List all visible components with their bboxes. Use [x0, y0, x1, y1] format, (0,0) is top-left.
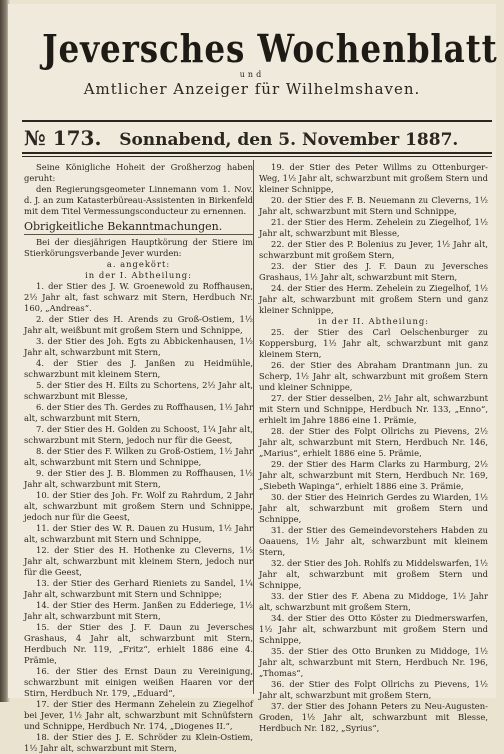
section-heading: Obrigkeitliche Bekanntmachungen.	[24, 219, 253, 235]
paragraph: Bei der diesjährigen Hauptkörung der Stiere im Stierkörungsverbande Jever wurden:	[24, 237, 253, 258]
paragraph: 32. der Stier des Joh. Rohlfs zu Middelswarfen, 1½ Jahr alt, schwarzbunt mit großem Stern und Schnippe,	[259, 558, 489, 590]
column-divider	[253, 160, 254, 694]
paragraph: 27. der Stier desselben, 2½ Jahr alt, schwarzbunt mit Stern und Schnippe, Herdbuch Nr. 133, „Enno“, erhielt im Jahre 1886 eine 1. Prämie,	[259, 393, 488, 425]
paragraph: 4. der Stier des J. Janßen zu Heidmühle, schwarzbunt mit kleinem Stern,	[24, 358, 253, 379]
paragraph: 8. der Stier des F. Wilken zu Groß-Ostiem, 1½ Jahr alt, schwarzbunt mit Stern und Schnippe,	[24, 446, 253, 467]
rule-bottom	[22, 152, 492, 154]
paragraph: 31. der Stier des Gemeindevorstehers Habden zu Oaauens, 1½ Jahr alt, schwarzbunt mit kleinem Stern,	[259, 525, 488, 557]
paragraph: 12. der Stier des H. Hothenke zu Cleverns, 1½ Jahr alt, schwarzbunt mit kleinem Stern, jedoch nur für die Geest,	[24, 545, 253, 577]
paragraph: 2. der Stier des H. Arends zu Groß-Ostiem, 1½ Jahr alt, weißbunt mit großem Stern und Schnippe,	[24, 314, 253, 335]
paragraph: 35. der Stier des Otto Brunken zu Middoge, 1½ Jahr alt, schwarzbunt mit Stern, Herdbuch Nr. 196, „Thomas“,	[259, 646, 488, 678]
paragraph: 29. der Stier des Harm Clarks zu Harmburg, 2½ Jahr alt, schwarzbunt mit Stern, Herdbuch Nr. 169, „Siebeth Wapinga“, erhielt 1886 eine 3. Prämie,	[259, 459, 488, 491]
newspaper-page	[8, 4, 498, 753]
paragraph: 26. der Stier des Abraham Drantmann jun. zu Scherp, 1½ Jahr alt, schwarzbunt mit großem Stern und kleiner Schnippe,	[259, 360, 488, 392]
newspaper-subtitle: Amtlicher Anzeiger für Wilhelmshaven.	[83, 80, 421, 98]
paragraph: 33. der Stier des F. Abena zu Middoge, 1½ Jahr alt, schwarzbunt mit großem Stern,	[259, 591, 488, 612]
subheading: in der II. Abtheilung:	[317, 316, 430, 326]
paragraph: 20. der Stier des F. B. Neuemann zu Cleverns, 1½ Jahr alt, schwarzbunt mit Stern und Schnippe,	[259, 195, 488, 216]
paragraph: 24. der Stier des Herm. Zehelein zu Ziegelhof, 1½ Jahr alt, schwarzbunt mit großem Stern und ganz kleiner Schnippe,	[259, 283, 488, 315]
paragraph: 22. der Stier des P. Bolenius zu Jever, 1½ Jahr alt, schwarzbunt mit großem Stern,	[259, 239, 488, 260]
paragraph: 28. der Stier des Folpt Ollrichs zu Pievens, 2½ Jahr alt, schwarzbunt mit Stern, Herdbuch Nr. 146, „Marius“, erhielt 1886 eine 5. Prämie,	[259, 426, 488, 458]
subheading: in der I. Abtheilung:	[85, 270, 192, 280]
paragraph: 3. der Stier des Joh. Egts zu Abbickenhausen, 1½ Jahr alt, schwarzbunt mit Stern,	[24, 336, 253, 357]
paragraph: 37. der Stier des Johann Peters zu Neu-Augusten-Groden, 1½ Jahr alt, schwarzbunt mit Blesse, Herdbuch Nr. 182, „Syrius“,	[259, 701, 488, 733]
paragraph: 18. der Stier des J. E. Schröder zu Klein-Ostiem, 1½ Jahr alt, schwarzbunt mit Stern,	[24, 732, 253, 753]
paragraph: 1. der Stier des J. W. Groenewold zu Roffhausen, 2½ Jahr alt, fast schwarz mit Stern, Herdbuch Nr. 160, „Andreas“.	[24, 281, 253, 313]
paragraph: 9. der Stier des J. B. Blommen zu Roffhausen, 1½ Jahr alt, schwarzbunt mit Stern,	[24, 468, 253, 489]
paragraph: 25. der Stier des Carl Oelschenburger zu Koppersburg, 1½ Jahr alt, schwarzbunt mit ganz kleinem Stern,	[259, 327, 488, 359]
dateline	[24, 126, 490, 150]
paragraph: 30. der Stier des Heinrich Gerdes zu Wiarden, 1½ Jahr alt, schwarzbunt mit großem Stern und Schnippe,	[259, 492, 488, 524]
paragraph: den Regierungsgeometer Linnemann vom 1. Nov. d. J. an zum Katasterbüreau-Assistenten in Birkenfeld mit dem Titel Vermessungsconducteur zu ernennen.	[24, 184, 253, 216]
rule-bottom-thin	[22, 156, 492, 157]
paragraph: 11. der Stier des W. R. Dauen zu Husum, 1½ Jahr alt, schwarzbunt mit Stern und Schnippe,	[24, 523, 253, 544]
paragraph: 23. der Stier des J. F. Daun zu Jeversches Grashaus, 1½ Jahr alt, schwarzbunt mit Stern,	[259, 261, 488, 282]
paragraph: 34. der Stier des Otto Köster zu Diedmerswarfen, 1½ Jahr alt, schwarzbunt mit großem Stern und Schnippe,	[259, 613, 488, 645]
paragraph: 16. der Stier des Ernst Daun zu Vereinigung, schwarzbunt mit einigen weißen Haaren vor der Stirn, Herdbuch Nr. 179, „Eduard“,	[24, 666, 253, 698]
masthead-und: und	[239, 70, 265, 79]
paragraph: 6. der Stier des Th. Gerdes zu Roffhausen, 1½ Jahr alt, schwarzbunt mit Stern,	[24, 402, 253, 423]
paragraph: 21. der Stier des Herm. Zehelein zu Ziegelhof, 1½ Jahr alt, schwarzbunt mit Blesse,	[259, 217, 488, 238]
paragraph: 15. der Stier des J. F. Daun zu Jeversches Grashaus, 4 Jahr alt, schwarzbunt mit Stern, Herdbuch Nr. 119, „Fritz“, erhielt 1886 eine 4. Prämie,	[24, 622, 253, 665]
column-right	[259, 162, 489, 733]
paragraph: 14. der Stier des Herm. Janßen zu Edderiege, 1½ Jahr alt, schwarzbunt mit Stern,	[24, 600, 253, 621]
paragraph: Seine Königliche Hoheit der Großherzog haben geruht:	[24, 162, 253, 183]
paragraph: 19. der Stier des Peter Willms zu Ottenburger-Weg, 1½ Jahr alt, schwarzbunt mit großem Stern und kleiner Schnippe,	[259, 162, 488, 194]
paragraph: 10. der Stier des Joh. Fr. Wolf zu Rahrdum, 2 Jahr alt, schwarzbunt mit großem Stern und Schnippe, jedoch nur für die Geest,	[24, 490, 253, 522]
paragraph: 36. der Stier des Folpt Ollrichs zu Pievens, 1½ Jahr alt, schwarzbunt mit großem Stern,	[259, 679, 488, 700]
rule-top	[22, 120, 492, 122]
subheading: a. angekört:	[106, 259, 171, 269]
paragraph: 13. der Stier des Gerhard Rieniets zu Sandel, 1¼ Jahr alt, schwarzbunt mit Stern und Schnippe;	[24, 578, 253, 599]
newspaper-title: Jeversches Wochenblatt	[42, 26, 498, 71]
issue-date: Sonnabend, den 5. November 1887.	[119, 130, 459, 150]
column-left	[24, 162, 253, 753]
paragraph: 7. der Stier des H. Golden zu Schoost, 1¼ Jahr alt, schwarzbunt mit Stern, jedoch nur für die Geest,	[24, 424, 253, 445]
paragraph: 17. der Stier des Hermann Zehelein zu Ziegelhof bei Jever, 1½ Jahr alt, schwarzbunt mit Schnüfstern und Schnippe, Herdbuch Nr. 174, „Diogenes II.“,	[24, 699, 253, 731]
issue-number: № 173.	[24, 126, 102, 150]
masthead	[8, 28, 496, 98]
paragraph: 5. der Stier des H. Eilts zu Schortens, 2½ Jahr alt, schwarzbunt mit Blesse,	[24, 380, 253, 401]
